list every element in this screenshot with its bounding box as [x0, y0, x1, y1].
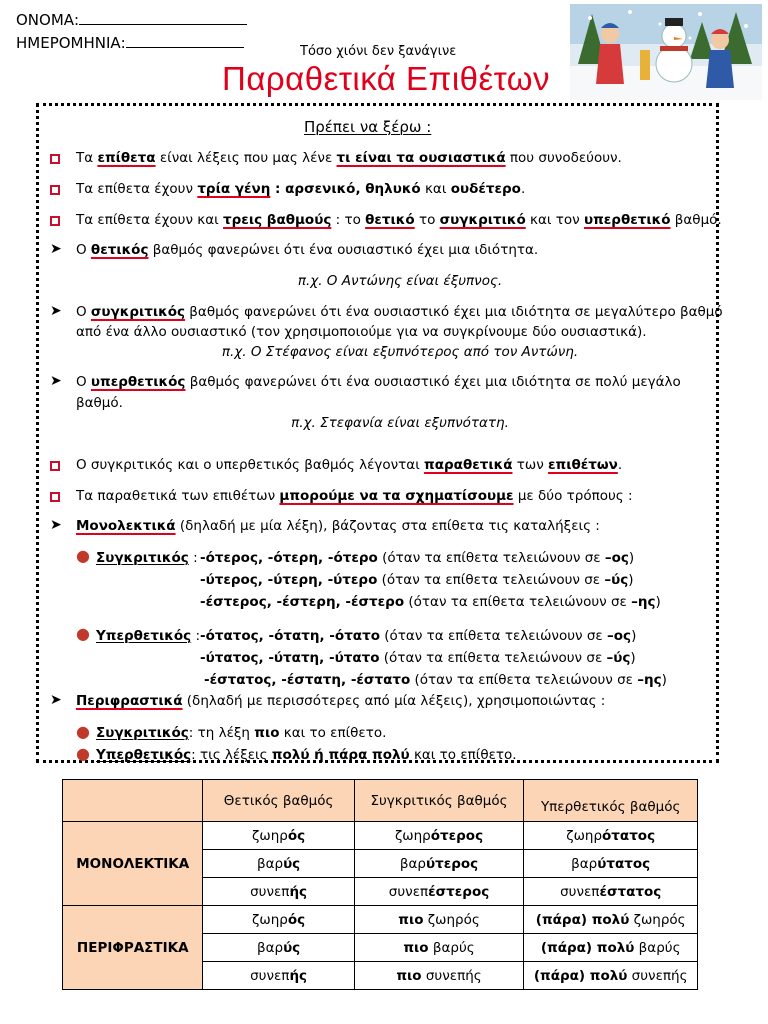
rule-paratheta: Ο συγκριτικός και ο υπερθετικός βαθμός λέγονται παραθετικά των επιθέτων.	[76, 457, 623, 473]
rule-two-ways: Τα παραθετικά των επιθέτων μπορούμε να τα σχηματίσουμε με δύο τρόπους :	[76, 488, 633, 504]
table-cell: ζωηρός	[203, 822, 354, 850]
group-label-monolektika: ΜΟΝΟΛΕΚΤΙΚΑ	[63, 822, 203, 906]
rule-comparative: Ο συγκριτικός βαθμός φανερώνει ότι ένα ουσιαστικό έχει μια ιδιότητα σε μεγαλύτερο βαθμό	[76, 304, 723, 320]
rule-degrees: Τα επίθετα έχουν και τρεις βαθμούς : το θετικό το συγκριτικό και τον υπερθετικό βαθμό.	[76, 212, 722, 228]
page-title: Παραθετικά Επιθέτων	[222, 60, 551, 97]
arrow-bullet-icon: ➤	[50, 373, 62, 389]
example-comparative: π.χ. Ο Στέφανος είναι εξυπνότερος από τον Αντώνη.	[221, 344, 579, 360]
degrees-table	[62, 779, 698, 990]
date-field[interactable]	[16, 33, 244, 52]
table-cell: (πάρα) πολύ συνεπής	[524, 962, 698, 990]
rule-superlative-cont: βαθμό.	[76, 395, 123, 411]
table-header: Συγκριτικός βαθμός	[354, 780, 524, 822]
table-cell: βαρύτατος	[524, 850, 698, 878]
comp-ending-3: -έστερος, -έστερη, -έστερο (όταν τα επίθετα τελειώνουν σε –ης)	[200, 594, 661, 610]
date-blank[interactable]	[126, 33, 244, 48]
table-cell: πιο ζωηρός	[354, 906, 524, 934]
dot-bullet-icon: ●	[76, 744, 90, 763]
table-cell: ζωηρός	[203, 906, 354, 934]
table-corner	[63, 780, 203, 822]
arrow-bullet-icon: ➤	[50, 241, 62, 257]
table-cell: πιο συνεπής	[354, 962, 524, 990]
arrow-bullet-icon: ➤	[50, 517, 62, 533]
table-cell: (πάρα) πολύ βαρύς	[524, 934, 698, 962]
table-cell: συνεπέστερος	[354, 878, 524, 906]
table-cell: ζωηρότερος	[354, 822, 524, 850]
table-cell: (πάρα) πολύ ζωηρός	[524, 906, 698, 934]
dot-bullet-icon: ●	[76, 624, 90, 643]
sup-label: Υπερθετικός :	[96, 628, 201, 644]
dot-bullet-icon: ●	[76, 722, 90, 741]
rule-genders: Τα επίθετα έχουν τρία γένη : αρσενικό, θηλυκό και ουδέτερο.	[76, 181, 526, 197]
dot-bullet-icon: ●	[76, 546, 90, 565]
table-cell: βαρύς	[203, 850, 354, 878]
table-row	[63, 822, 698, 850]
checkbox-bullet-icon	[50, 153, 60, 168]
sup-ending-3: -έστατος, -έστατη, -έστατο (όταν τα επίθετα τελειώνουν σε –ης)	[204, 672, 667, 688]
winter-illustration	[570, 4, 762, 100]
rule-monolektika: Μονολεκτικά (δηλαδή με μία λέξη), βάζοντας στα επίθετα τις καταλήξεις :	[76, 518, 600, 534]
subtitle: Τόσο χιόνι δεν ξανάγινε	[300, 44, 457, 59]
checkbox-bullet-icon	[50, 215, 60, 230]
rule-comparative-cont: από ένα άλλο ουσιαστικό (τον χρησιμοποιούμε για να συγκρίνουμε δύο ουσιαστικά).	[76, 324, 647, 340]
section-title-text: Πρέπει να ξέρω :	[304, 118, 432, 136]
arrow-bullet-icon: ➤	[50, 692, 62, 708]
table-row	[63, 906, 698, 934]
checkbox-bullet-icon	[50, 491, 60, 506]
rule-superlative: Ο υπερθετικός βαθμός φανερώνει ότι ένα ουσιαστικό έχει μια ιδιότητα σε πολύ μεγάλο	[76, 374, 681, 390]
example-positive: π.χ. Ο Αντώνης είναι έξυπνος.	[297, 273, 503, 289]
checkbox-bullet-icon	[50, 460, 60, 475]
date-label: ΗΜΕΡΟΜΗΝΙΑ:	[16, 34, 126, 52]
peri-sup: Υπερθετικός: τις λέξεις πολύ ή πάρα πολύ και το επίθετο.	[96, 747, 517, 763]
name-label: ΟΝΟΜΑ:	[16, 11, 80, 29]
comp-ending-2: -ύτερος, -ύτερη, -ύτερο (όταν τα επίθετα τελειώνουν σε –ύς)	[200, 572, 634, 588]
rule-perifrastika: Περιφραστικά (δηλαδή με περισσότερες από μία λέξεις), χρησιμοποιώντας :	[76, 693, 606, 709]
rule-positive: Ο θετικός βαθμός φανερώνει ότι ένα ουσιαστικό έχει μια ιδιότητα.	[76, 242, 539, 258]
checkbox-bullet-icon	[50, 184, 60, 199]
rule-adjectives: Τα επίθετα είναι λέξεις που μας λένε τι είναι τα ουσιαστικά που συνοδεύουν.	[76, 150, 622, 166]
peri-comp: Συγκριτικός: τη λέξη πιο και το επίθετο.	[96, 725, 387, 741]
comp-ending-1: -ότερος, -ότερη, -ότερο (όταν τα επίθετα τελειώνουν σε –ος)	[200, 550, 635, 566]
section-title	[304, 118, 431, 137]
table-header: Θετικός βαθμός	[203, 780, 354, 822]
example-superlative: π.χ. Στεφανία είναι εξυπνότατη.	[291, 415, 509, 431]
comp-label: Συγκριτικός :	[96, 550, 198, 566]
table-cell: πιο βαρύς	[354, 934, 524, 962]
name-blank[interactable]	[79, 10, 247, 25]
table-cell: συνεπέστατος	[524, 878, 698, 906]
name-field[interactable]	[16, 10, 247, 29]
sup-ending-2: -ύτατος, -ύτατη, -ύτατο (όταν τα επίθετα τελειώνουν σε –ύς)	[200, 650, 636, 666]
group-label-perifrastika: ΠΕΡΙΦΡΑΣΤΙΚΑ	[63, 906, 203, 990]
sup-ending-1: -ότατος, -ότατη, -ότατο (όταν τα επίθετα τελειώνουν σε –ος)	[200, 628, 637, 644]
table-header: Υπερθετικός βαθμός	[524, 780, 698, 822]
table-cell: βαρύς	[203, 934, 354, 962]
table-cell: βαρύτερος	[354, 850, 524, 878]
table-cell: συνεπής	[203, 962, 354, 990]
table-cell: συνεπής	[203, 878, 354, 906]
arrow-bullet-icon: ➤	[50, 303, 62, 319]
table-cell: ζωηρότατος	[524, 822, 698, 850]
